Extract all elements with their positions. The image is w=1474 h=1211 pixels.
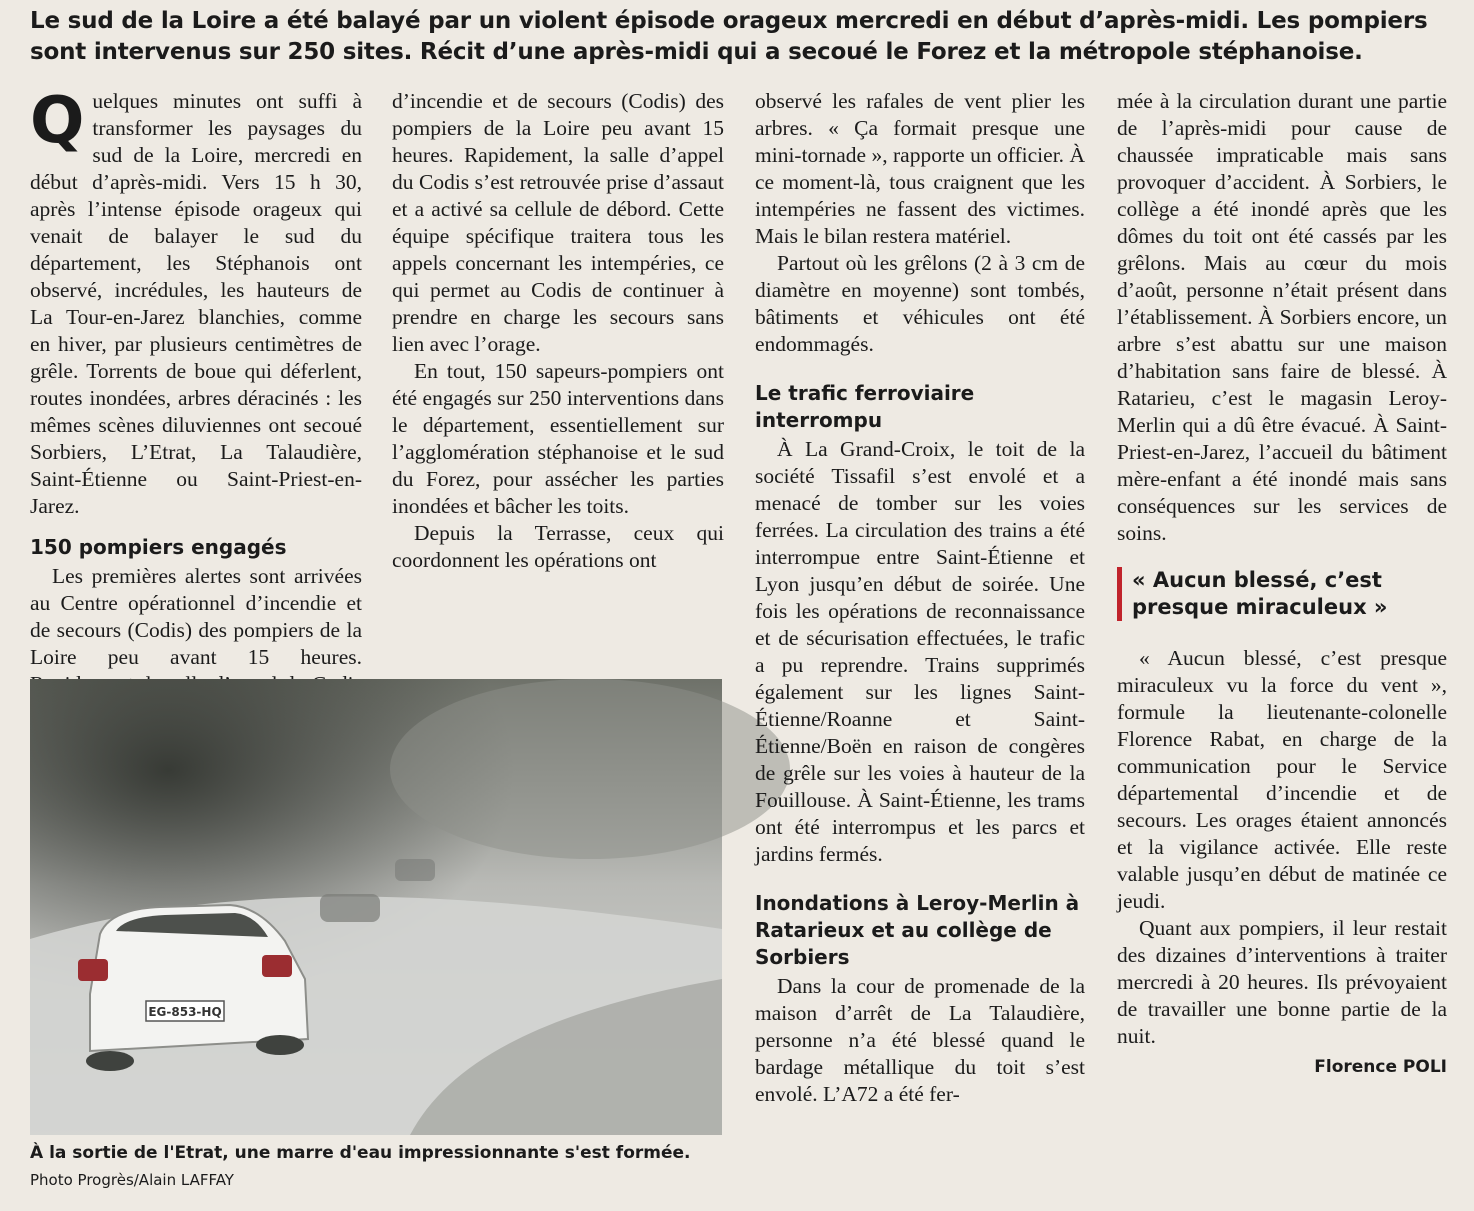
section-heading-inondations: Inondations à Leroy-Merlin à Ratarieux et au collège de Sorbiers: [755, 891, 1080, 969]
intro-paragraph: [30, 84, 362, 520]
section-heading-trafic: Le trafic ferroviaire interrompu: [755, 381, 975, 432]
photo-credit: Photo Progrès/Alain LAFFAY: [30, 1171, 234, 1189]
section-heading-pompiers: 150 pompiers engagés: [30, 535, 287, 559]
paragraph-terrasse-cont: observé les rafales de vent plier les arbres. « Ça formait presque une mini-tornade », rapporte un officier. À ce moment-là, tous craignent que les intempéries ne fassent des victimes. Mais le bilan restera matériel.: [755, 89, 1085, 248]
paragraph-conclusion: Quant aux pompiers, il leur restait des dizaines d’interventions à traiter mercredi à 20 heures. Ils prévoyaient de travailler une bonne partie de la nuit.: [1117, 916, 1447, 1048]
article-lead: Le sud de la Loire a été balayé par un violent épisode orageux mercredi en début d’après-midi. Les pompiers sont intervenus sur 250 sites. Récit d’une après-midi qui a secoué le Forez et la métropole stéphanoise.: [30, 8, 1428, 65]
intro-text: uelques minutes ont suffi à transformer les paysages du sud de la Loire, mercredi en début d’après-midi. Vers 15 h 30, après l’intense épisode orageux qui venait de balayer le sud du département, les Stéphanois ont observé, incrédules, les hauteurs de La Tour-en-Jarez blanchies, comme en hiver, par plusieurs centimètres de grêle. Torrents de boue qui déferlent, routes inondées, arbres déracinés : les mêmes scènes diluviennes ont secoué Sorbiers, L’Etrat, La Talaudière, Saint-Étienne ou Saint-Priest-en-Jarez.: [30, 89, 362, 518]
column-1: [30, 84, 362, 669]
article-photo: [30, 679, 722, 1135]
column-3: [755, 88, 1085, 1108]
paragraph-aucun-blesse: « Aucun blessé, c’est presque miraculeux vu la force du vent », formule la lieutenante-colonelle Florence Rabat, en charge de la communication pour le Service départemental d’incendie et de secours. Les orages étaient annoncés et la vigilance activée. Elle reste valable jusqu’en début de matinée ce jeudi.: [1117, 646, 1447, 913]
paragraph-alertes-cont: d’incendie et de secours (Codis) des pompiers de la Loire peu avant 15 heures. Rapidement, la salle d’appel du Codis s’est retrouvée prise d’assaut et a activé sa cellule de débord. Cette équipe spécifique traitera tous les appels concernant les intempéries, ce qui permet au Codis de continuer à prendre en charge les secours sans lien avec l’orage.: [392, 89, 724, 356]
column-2: [392, 88, 724, 574]
paragraph-maison-arret: Dans la cour de promenade de la maison d’arrêt de La Talaudière, personne n’a été blessé quand le bardage métallique du toit s’est envolé. L’A72 a été fer-: [755, 974, 1085, 1106]
drop-cap: Q: [30, 84, 85, 158]
paragraph-grelons: Partout où les grêlons (2 à 3 cm de diamètre en moyenne) sont tombés, bâtiments et véhicules ont été endommagés.: [755, 251, 1085, 356]
flooded-road-photo: [30, 679, 722, 1135]
paragraph-terrasse: Depuis la Terrasse, ceux qui coordonnent les opérations ont: [392, 521, 724, 572]
column-4: [1117, 88, 1447, 1081]
author-signature: Florence POLI: [1314, 1057, 1447, 1077]
license-plate-text: EG-853-HQ: [148, 1005, 222, 1019]
paragraph-engagement: En tout, 150 sapeurs-pompiers ont été engagés sur 250 interventions dans le département, essentiellement sur l’agglomération stéphanoise et le sud du Forez, pour assécher les parties inondées et bâcher les toits.: [392, 359, 724, 518]
paragraph-trafic: À La Grand-Croix, le toit de la société Tissafil s’est envolé et a menacé de tomber sur les voies ferrées. La circulation des trains a été interrompue entre Saint-Étienne et Lyon jusqu’en début de soirée. Une fois les opérations de reconnaissance et de sécurisation effectuées, le trafic a pu reprendre. Trains supprimés également sur les lignes Saint-Étienne/Roanne et Saint-Étienne/Boën en raison de congères de grêle sur les voies à hauteur de la Fouillouse. À Saint-Étienne, les trams ont été interrompus et les parcs et jardins fermés.: [755, 437, 1085, 866]
paragraph-inondations-cont: mée à la circulation durant une partie de l’après-midi pour cause de chaussée impraticable mais sans provoquer d’accident. À Sorbiers, le collège a été inondé après que les dômes du toit ont été cassés par les grêlons. Mais au cœur du mois d’août, personne n’était présent dans l’établissement. À Sorbiers encore, un arbre s’est abattu sur une maison d’habitation sans faire de blessé. À Ratarieu, c’est le magasin Leroy-Merlin qui a dû être évacué. À Saint-Priest-en-Jarez, l’accueil du bâtiment mère-enfant a été inondé mais sans conséquences sur les services de soins.: [1117, 89, 1447, 545]
photo-caption: À la sortie de l'Etrat, une marre d'eau impressionnante s'est formée.: [30, 1143, 691, 1163]
paragraph-alertes: Les premières alertes sont arrivées au Centre opérationnel d’incendie et de secours (Codis) des pompiers de la Loire peu avant 15 heures.: [30, 564, 362, 669]
pull-quote: « Aucun blessé, c’est presque miraculeux »: [1117, 567, 1447, 621]
